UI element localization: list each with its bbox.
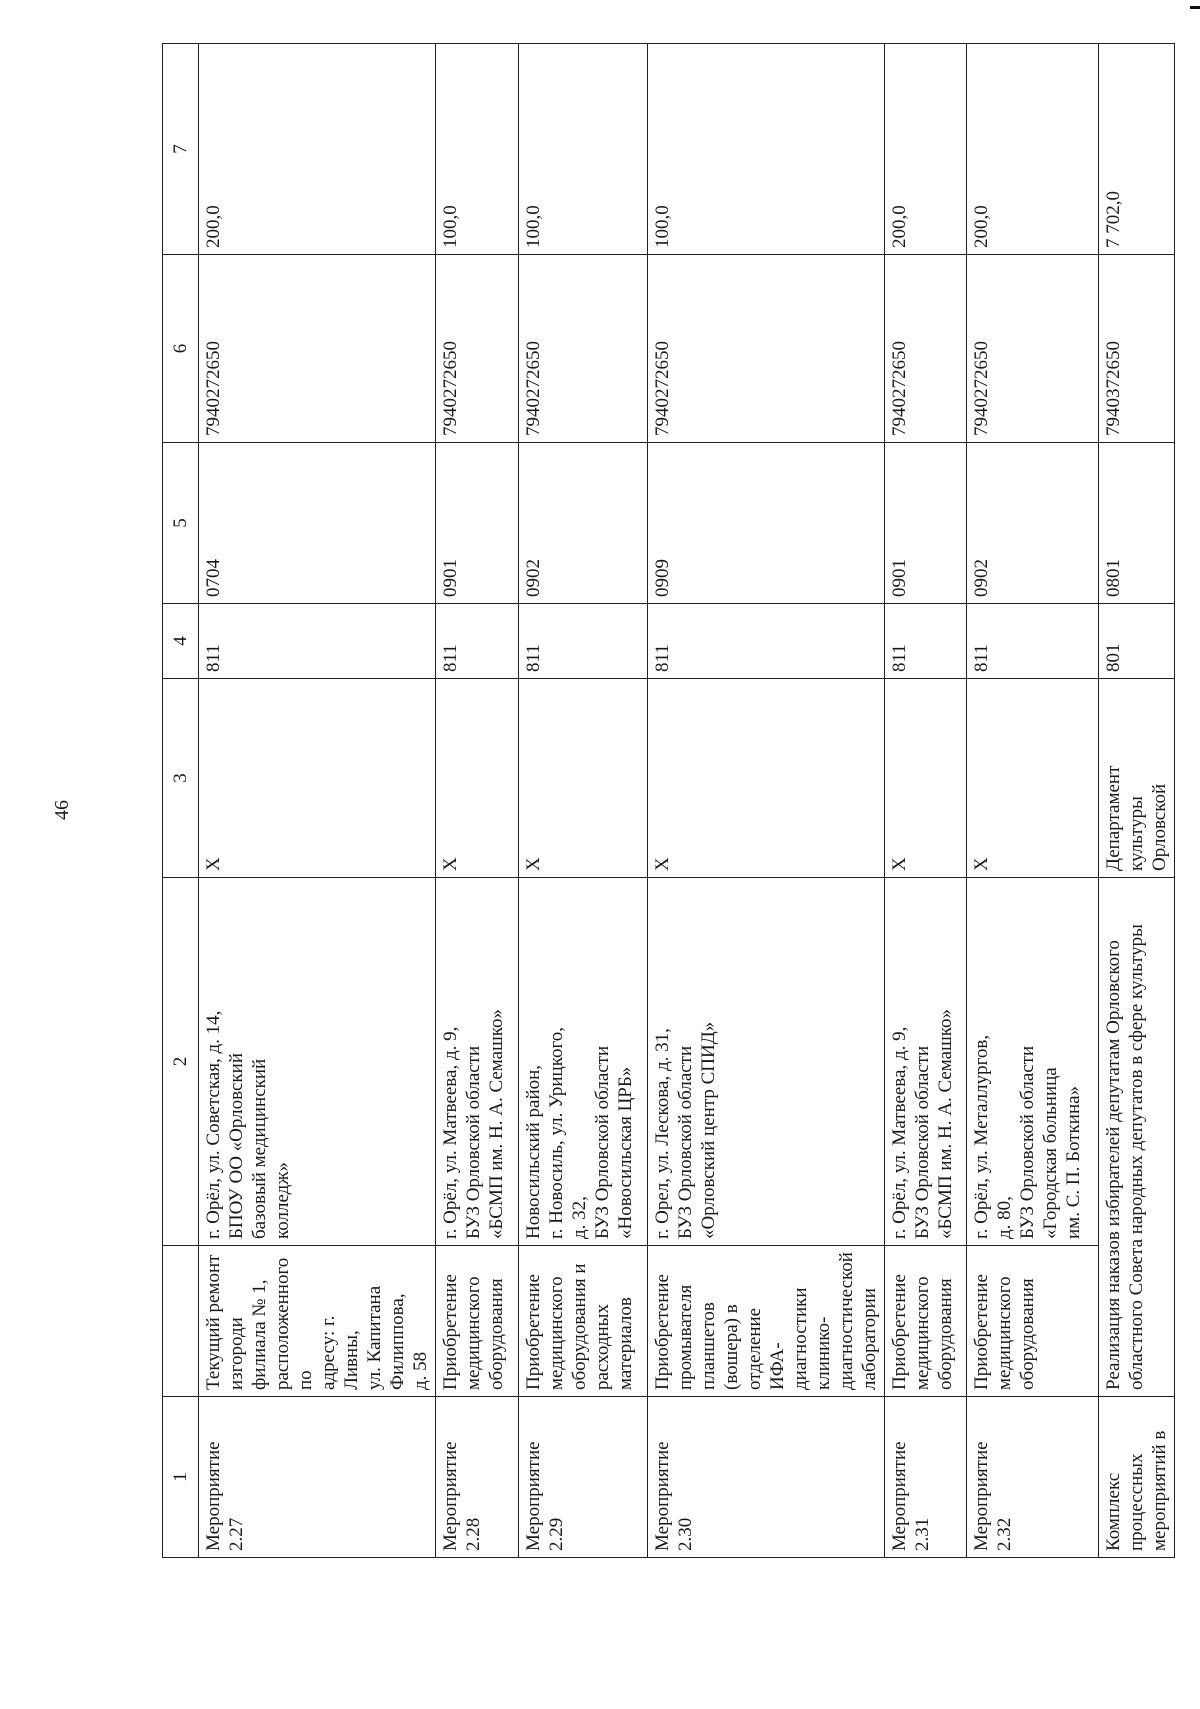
complex-target-code: 7940372650	[1099, 255, 1175, 443]
table-row	[436, 44, 519, 1558]
measure-number: Мероприятие 2.32	[967, 1397, 1099, 1558]
measure-address: г. Орел, ул. Лескова, д. 31, БУЗ Орловской области «Орловский центр СПИД»	[648, 878, 885, 1246]
measure-target-code: 7940272650	[519, 255, 648, 443]
budget-measures-table	[162, 43, 1175, 1558]
measure-description: Приобретение промывателя планшетов (вошера) в отделение ИФА-диагностики клинико-диагностической лаборатории	[648, 1246, 885, 1397]
measure-section-code: 0909	[648, 443, 885, 604]
measure-section-code: 0902	[967, 443, 1099, 604]
table-row	[648, 44, 885, 1558]
measure-ministry-code: 811	[648, 604, 885, 679]
measure-number: Мероприятие 2.29	[519, 1397, 648, 1558]
complex-amount: 7 702,0	[1099, 44, 1175, 255]
measure-address: г. Орёл, ул. Матвеева, д. 9, БУЗ Орловской области «БСМП им. Н. А. Семашко»	[436, 878, 519, 1246]
header-cell: 2	[163, 878, 199, 1246]
header-cell: 4	[163, 604, 199, 679]
measure-amount: 100,0	[648, 44, 885, 255]
complex-responsible: Департамент культуры Орловской	[1099, 679, 1175, 878]
measure-section-code: 0901	[885, 443, 967, 604]
measure-responsible: Х	[436, 679, 519, 878]
table-row-complex	[1099, 44, 1175, 1558]
scan-mark	[1190, 6, 1200, 9]
header-cell: 3	[163, 679, 199, 878]
table-row	[199, 44, 436, 1558]
header-cell: 6	[163, 255, 199, 443]
measure-amount: 200,0	[199, 44, 436, 255]
rotated-table-wrapper	[162, 44, 1170, 1558]
measure-responsible: Х	[885, 679, 967, 878]
measure-amount: 100,0	[519, 44, 648, 255]
measure-ministry-code: 811	[519, 604, 648, 679]
measure-ministry-code: 811	[436, 604, 519, 679]
header-cell: 5	[163, 443, 199, 604]
page-number: 46	[50, 800, 73, 820]
measure-target-code: 7940272650	[648, 255, 885, 443]
measure-address: Новосильский район, г. Новосиль, ул. Урицкого, д. 32, БУЗ Орловской области «Новосильская ЦРБ»	[519, 878, 648, 1246]
complex-description: Реализация наказов избирателей депутатам Орловского областного Совета народных депутатов в сфере культуры	[1099, 878, 1175, 1397]
measure-target-code: 7940272650	[436, 255, 519, 443]
measure-target-code: 7940272650	[199, 255, 436, 443]
measure-target-code: 7940272650	[885, 255, 967, 443]
measure-number: Мероприятие 2.27	[199, 1397, 436, 1558]
measure-responsible: Х	[519, 679, 648, 878]
table-row	[885, 44, 967, 1558]
measure-amount: 100,0	[436, 44, 519, 255]
complex-section-code: 0801	[1099, 443, 1175, 604]
header-cell: 7	[163, 44, 199, 255]
measure-ministry-code: 811	[199, 604, 436, 679]
measure-responsible: Х	[648, 679, 885, 878]
measure-address: г. Орёл, ул. Металлургов, д. 80, БУЗ Орловской области «Городская больница им. С. П. Боткина»	[967, 878, 1099, 1246]
measure-responsible: Х	[967, 679, 1099, 878]
measure-section-code: 0901	[436, 443, 519, 604]
measure-number: Мероприятие 2.30	[648, 1397, 885, 1558]
measure-number: Мероприятие 2.28	[436, 1397, 519, 1558]
measure-description: Приобретение медицинского оборудования	[436, 1246, 519, 1397]
measure-number: Мероприятие 2.31	[885, 1397, 967, 1558]
measure-ministry-code: 811	[967, 604, 1099, 679]
measure-target-code: 7940272650	[967, 255, 1099, 443]
header-row	[163, 44, 199, 1558]
measure-description: Приобретение медицинского оборудования и расходных материалов	[519, 1246, 648, 1397]
complex-ministry-code: 801	[1099, 604, 1175, 679]
measure-ministry-code: 811	[885, 604, 967, 679]
measure-amount: 200,0	[885, 44, 967, 255]
complex-name: Комплекс процессных мероприятий в	[1099, 1397, 1175, 1558]
measure-description: Приобретение медицинского оборудования	[885, 1246, 967, 1397]
measure-address: г. Орёл, ул. Советская, д. 14, БПОУ ОО «Орловский базовый медицинский колледж»	[199, 878, 436, 1246]
measure-address: г. Орёл, ул. Матвеева, д. 9, БУЗ Орловской области «БСМП им. Н. А. Семашко»	[885, 878, 967, 1246]
measure-responsible: Х	[199, 679, 436, 878]
table-row	[519, 44, 648, 1558]
measure-section-code: 0902	[519, 443, 648, 604]
table-row	[967, 44, 1099, 1558]
measure-description: Приобретение медицинского оборудования	[967, 1246, 1099, 1397]
measure-description: Текущий ремонт изгороди филиала № 1, расположенного по адресу: г. Ливны, ул. Капитана Филиппова, д. 58	[199, 1246, 436, 1397]
header-cell: 1	[163, 1397, 199, 1558]
measure-amount: 200,0	[967, 44, 1099, 255]
header-cell	[163, 1246, 199, 1397]
measure-section-code: 0704	[199, 443, 436, 604]
